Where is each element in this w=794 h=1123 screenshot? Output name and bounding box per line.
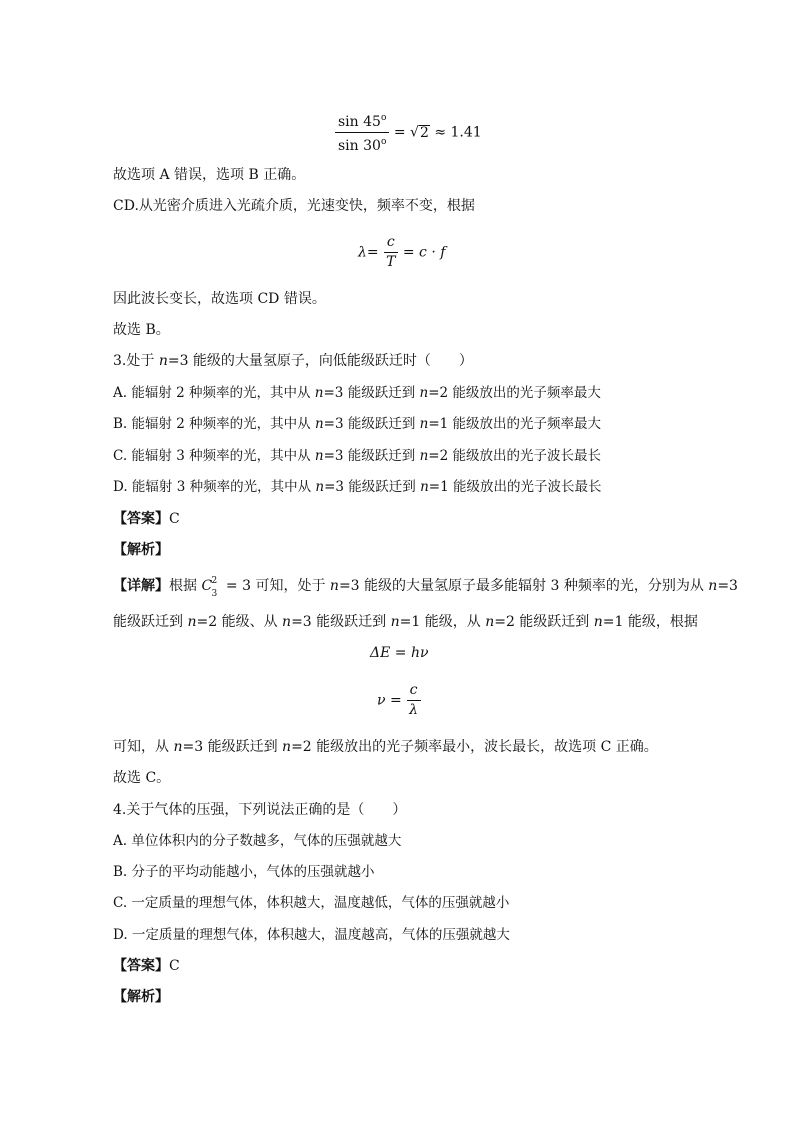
analysis-tag: 【解析】	[113, 989, 169, 1005]
equation-frequency: ν = $\frac{c}{\lambda}$	[377, 682, 421, 719]
detail-line-1: 【详解】根据 C 2 3 = 3 可知，处于 n=3 能级的大量氢原子最多能辐射 3 种频率的光，分别为从 n=3	[113, 576, 738, 599]
paragraph: CD.从光密介质进入光疏介质，光速变快，频率不变，根据	[113, 198, 475, 214]
equation-energy: ΔE = hν	[370, 645, 429, 661]
option-b: B. 能辐射 2 种频率的光，其中从 n=3 能级跃迁到 n=1 能级放出的光子频率最大	[113, 416, 602, 432]
option-d: D. 能辐射 3 种频率的光，其中从 n=3 能级跃迁到 n=1 能级放出的光子波长最长	[113, 479, 602, 495]
conclusion-line: 可知，从 n=3 能级跃迁到 n=2 能级放出的光子频率最小，波长最长，故选项 C 正确。	[113, 739, 658, 755]
paragraph: 故选 C。	[113, 770, 171, 786]
option-a: A. 单位体积内的分子数越多，气体的压强就越大	[113, 833, 402, 849]
answer-value: C	[169, 511, 180, 527]
answer-tag: 【答案】	[113, 958, 169, 974]
option-c: C. 一定质量的理想气体，体积越大，温度越低，气体的压强就越小	[113, 895, 510, 911]
option-c: C. 能辐射 3 种频率的光，其中从 n=3 能级跃迁到 n=2 能级放出的光子波长最长	[113, 448, 601, 464]
approx-value: ≈ 1.41	[434, 124, 482, 141]
combination-symbol: C 2 3	[201, 576, 218, 599]
equation-snell-ratio: $\frac{\sin 45^o}{\sin 30^o}$ = √2 ≈ 1.41	[335, 110, 482, 155]
answer-line	[113, 510, 180, 528]
paragraph: 因此波长变长，故选项 CD 错误。	[113, 291, 326, 307]
question-4-stem: 4.关于气体的压强，下列说法正确的是（ ）	[113, 802, 407, 818]
fraction: $\frac{c}{T}$	[383, 234, 398, 271]
fraction: $\frac{\sin 45^o}{\sin 30^o}$	[335, 110, 389, 155]
sqrt-arg: 2	[419, 124, 429, 141]
numerator: sin 45	[338, 114, 381, 130]
equation-wavelength: λ= $\frac{c}{T}$ = c · f	[358, 234, 446, 270]
paragraph: 故选项 A 错误，选项 B 正确。	[113, 167, 306, 183]
analysis-tag: 【解析】	[113, 542, 169, 558]
analysis-line	[113, 988, 169, 1006]
fraction: $\frac{c}{\lambda}$	[406, 682, 421, 719]
answer-line	[113, 957, 180, 975]
option-d: D. 一定质量的理想气体，体积越大，温度越高，气体的压强就越大	[113, 927, 510, 943]
option-b: B. 分子的平均动能越小，气体的压强就越小	[113, 864, 375, 880]
denominator: sin 30	[338, 138, 381, 154]
question-3-stem: 3.处于 n=3 能级的大量氢原子，向低能级跃迁时（ ）	[113, 353, 473, 369]
answer-value: C	[169, 958, 180, 974]
detail-line-2: 能级跃迁到 n=2 能级、从 n=3 能级跃迁到 n=1 能级，从 n=2 能级跃迁到 n=1 能级，根据	[113, 614, 698, 630]
paragraph: 故选 B。	[113, 322, 170, 338]
answer-tag: 【答案】	[113, 511, 169, 527]
option-a: A. 能辐射 2 种频率的光，其中从 n=3 能级跃迁到 n=2 能级放出的光子频率最大	[113, 385, 601, 401]
analysis-line	[113, 541, 169, 559]
